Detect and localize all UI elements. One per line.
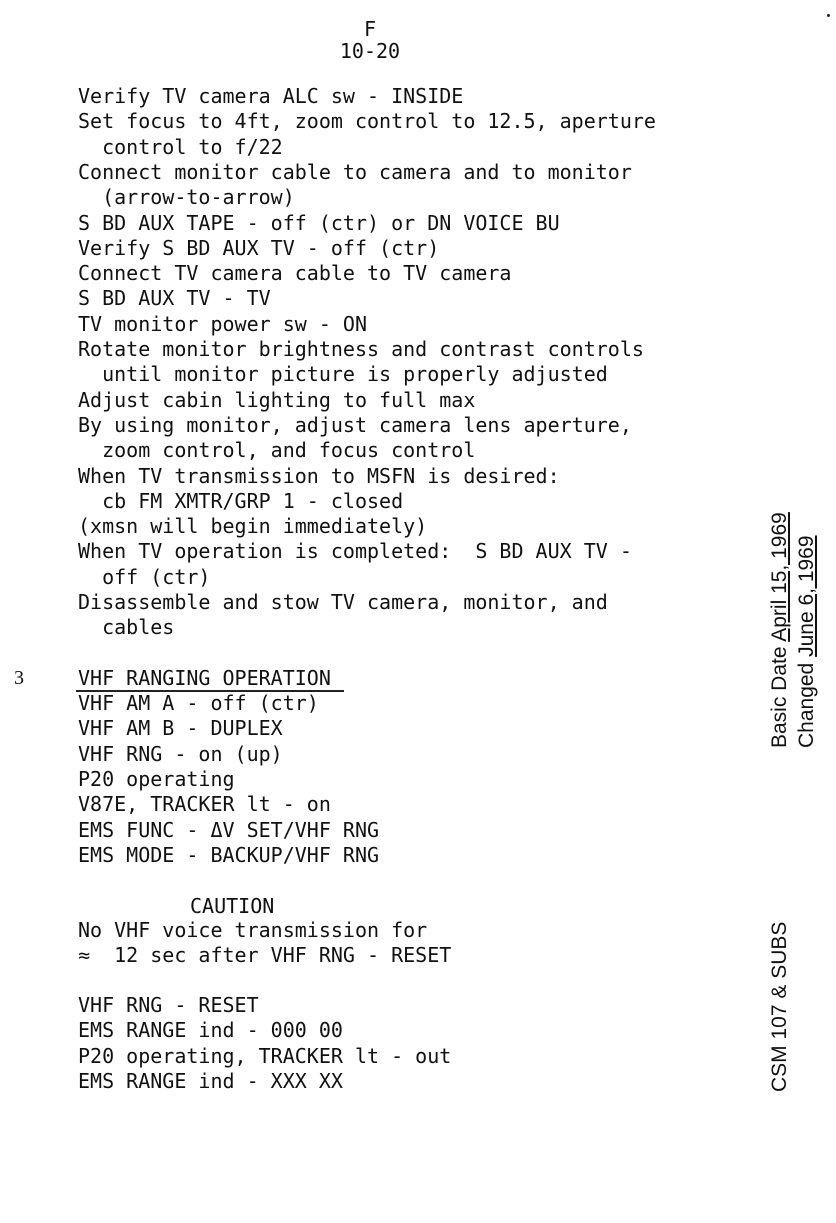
changed-label: Changed	[795, 662, 818, 748]
procedure-line: S BD AUX TV - TV	[78, 286, 271, 311]
procedure-line: When TV transmission to MSFN is desired:	[78, 463, 560, 488]
vhf-step-line: VHF AM A - off (ctr)	[78, 691, 319, 715]
page-number: 10-20	[339, 39, 401, 63]
vhf-step-line: EMS FUNC - ΔV SET/VHF RNG	[78, 817, 380, 842]
caution-line: ≈ 12 sec after VHF RNG - RESET	[78, 943, 452, 968]
caution-heading: CAUTION	[190, 894, 275, 918]
vehicle-code: CSM 107 & SUBS	[768, 921, 791, 1092]
procedure-line: cables	[78, 615, 175, 640]
vhf-step-line: EMS MODE - BACKUP/VHF RNG	[78, 842, 380, 867]
procedure-line: TV monitor power sw - ON	[78, 311, 367, 336]
procedure-line: (xmsn will begin immediately)	[78, 514, 428, 539]
section-title: VHF RANGING OPERATION	[78, 666, 331, 690]
procedure-line: zoom control, and focus control	[78, 438, 476, 463]
procedure-line: Connect TV camera cable to TV camera	[78, 261, 512, 286]
procedure-line: control to f/22	[78, 134, 283, 159]
speck-mark	[827, 14, 830, 17]
revision-dates	[766, 512, 820, 748]
procedure-line: until monitor picture is properly adjusted	[78, 362, 608, 387]
basic-date-label: Basic Date	[768, 646, 791, 748]
procedure-line: By using monitor, adjust camera lens aperture,	[78, 412, 632, 437]
changed-date-value: June 6, 1969	[795, 535, 818, 657]
vhf-step-line: P20 operating	[78, 766, 235, 791]
procedure-line: Adjust cabin lighting to full max	[78, 387, 476, 412]
procedure-line: Set focus to 4ft, zoom control to 12.5, aperture	[78, 109, 656, 134]
procedure-line: Connect monitor cable to camera and to monitor	[78, 159, 632, 184]
vhf-step-line: VHF AM B - DUPLEX	[78, 716, 283, 741]
procedure-line: off (ctr)	[78, 564, 211, 589]
procedure-line: (arrow-to-arrow)	[78, 185, 295, 210]
vhf-final-step-line: EMS RANGE ind - 000 00	[78, 1018, 343, 1043]
vhf-step-line: VHF RNG - on (up)	[78, 741, 283, 766]
page-section-letter: F	[363, 17, 377, 41]
procedure-line: Verify TV camera ALC sw - INSIDE	[78, 84, 464, 108]
procedure-line: Rotate monitor brightness and contrast controls	[78, 337, 644, 361]
procedure-line: cb FM XMTR/GRP 1 - closed	[78, 488, 404, 513]
procedure-line: When TV operation is completed: S BD AUX TV -	[78, 539, 632, 564]
vhf-final-step-line: VHF RNG - RESET	[78, 993, 259, 1017]
section-number: 3	[14, 667, 24, 689]
caution-line: No VHF voice transmission for	[78, 918, 428, 942]
procedure-line: S BD AUX TAPE - off (ctr) or DN VOICE BU	[78, 210, 560, 235]
vhf-final-step-line: P20 operating, TRACKER lt - out	[78, 1043, 452, 1068]
basic-date-value: April 15, 1969	[768, 512, 791, 642]
vhf-final-step-line: EMS RANGE ind - XXX XX	[78, 1068, 343, 1093]
vhf-step-line: V87E, TRACKER lt - on	[78, 792, 331, 817]
procedure-line: Disassemble and stow TV camera, monitor, and	[78, 590, 608, 614]
procedure-line: Verify S BD AUX TV - off (ctr)	[78, 235, 440, 260]
